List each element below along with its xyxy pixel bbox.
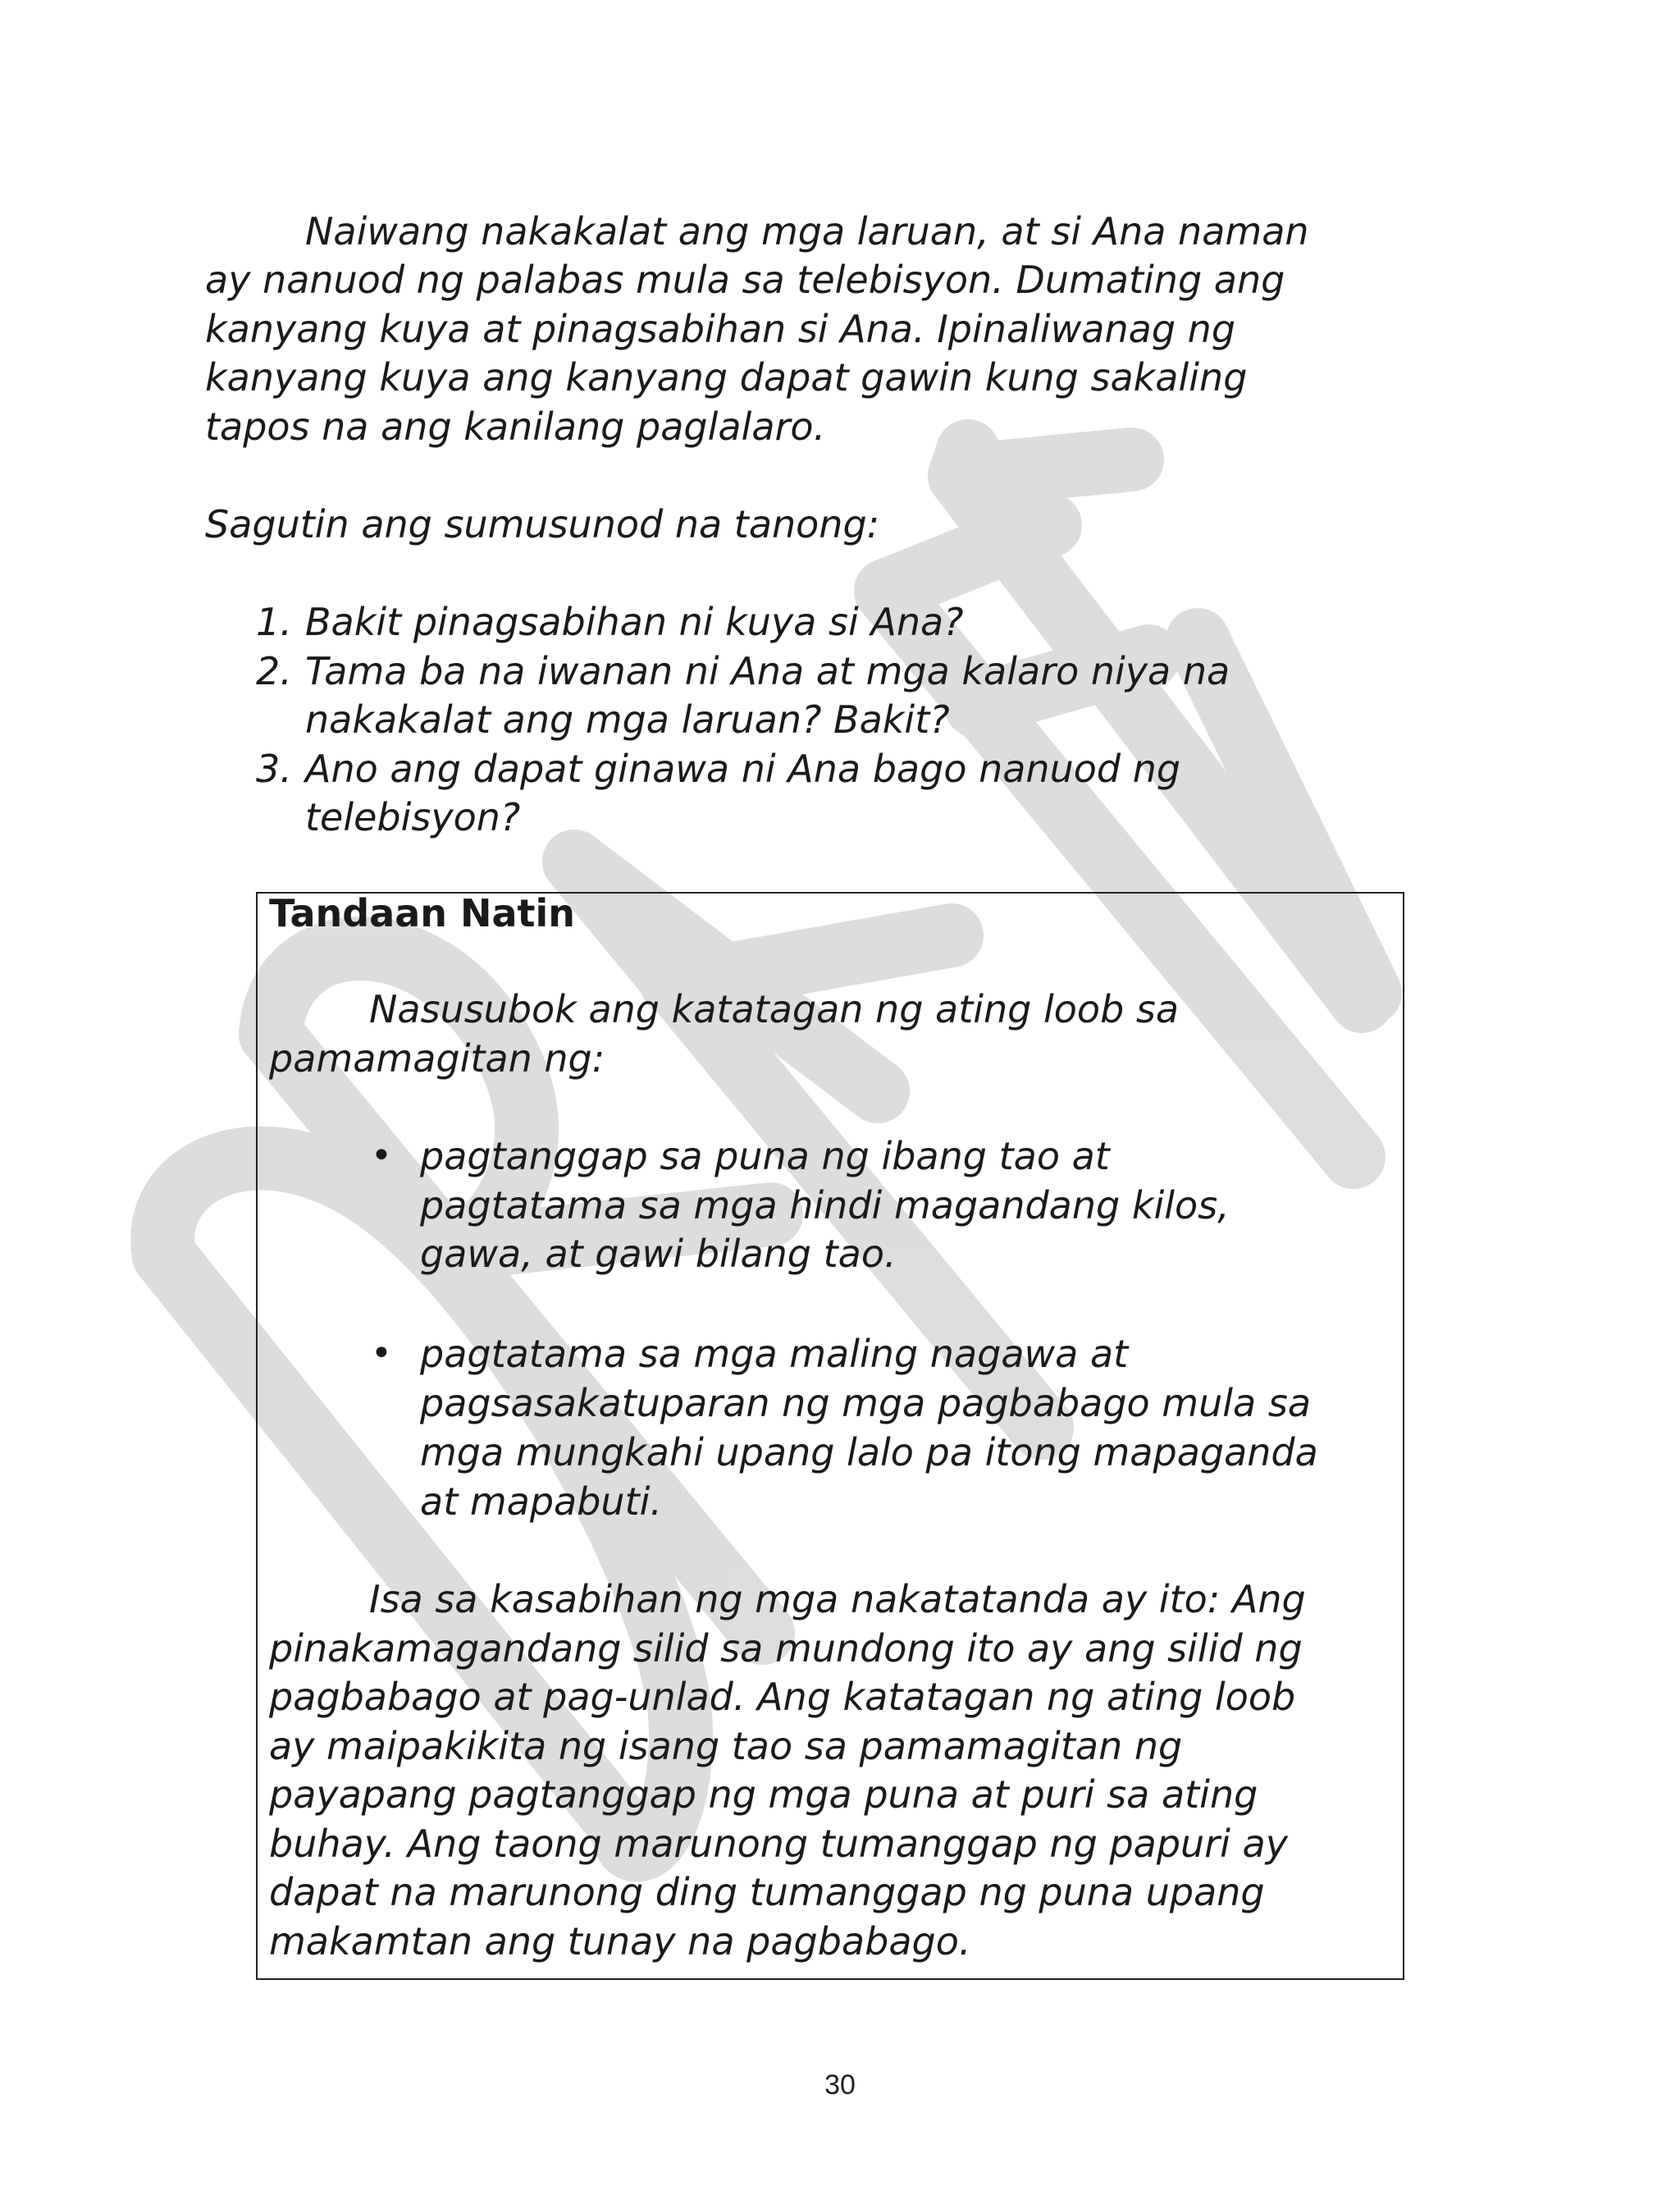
box-closing-line-8: makamtan ang tunay na pagbabago.	[269, 1919, 971, 1964]
bullet-2-line-2: pagsasakatuparan ng mga pagbabago mula sa	[420, 1381, 1312, 1425]
question-1-number: 1.	[256, 600, 292, 644]
box-intro-line-2: pamamagitan ng:	[269, 1036, 605, 1081]
box-closing-line-7: dapat na marunong ding tumanggap ng puna upang	[269, 1870, 1265, 1914]
box-intro-line-1: Nasusubok ang katatagan ng ating loob sa	[369, 987, 1180, 1031]
bullet-1-line-3: gawa, at gawi bilang tao.	[420, 1232, 897, 1276]
question-2-number: 2.	[256, 649, 292, 693]
box-closing-line-1: Isa sa kasabihan ng mga nakatatanda ay ito: Ang	[369, 1577, 1306, 1621]
box-title: Tandaan Natin	[269, 891, 576, 935]
box-closing-line-3: pagbabago at pag-unlad. Ang katatagan ng ating loob	[269, 1675, 1296, 1719]
intro-line-1: Naiwang nakakalat ang mga laruan, at si Ana naman	[305, 209, 1309, 254]
bullet-2-line-1: pagtatama sa mga maling nagawa at	[420, 1332, 1129, 1376]
questions-prompt: Sagutin ang sumusunod na tanong:	[205, 502, 880, 546]
box-closing-line-6: buhay. Ang taong marunong tumanggap ng papuri ay	[269, 1822, 1288, 1866]
question-2-line-2: nakakalat ang mga laruan? Bakit?	[305, 697, 950, 742]
bullet-1-line-2: pagtatama sa mga hindi magandang kilos,	[420, 1183, 1230, 1228]
bullet-dot-2: •	[371, 1333, 392, 1374]
intro-line-4: kanyang kuya ang kanyang dapat gawin kung sakaling	[205, 355, 1248, 400]
page-number: 30	[824, 2069, 856, 2101]
bullet-dot-1: •	[371, 1135, 392, 1177]
box-closing-line-4: ay maipakikita ng isang tao sa pamamagitan ng	[269, 1724, 1183, 1768]
question-3-line-2: telebisyon?	[305, 795, 521, 839]
intro-line-5: tapos na ang kanilang paglalaro.	[205, 405, 826, 449]
intro-line-3: kanyang kuya at pinagsabihan si Ana. Ipinaliwanag ng	[205, 307, 1236, 351]
bullet-2-line-4: at mapabuti.	[420, 1479, 663, 1524]
bullet-1-line-1: pagtanggap sa puna ng ibang tao at	[420, 1134, 1110, 1178]
question-3-number: 3.	[256, 747, 292, 791]
box-closing-line-2: pinakamagandang silid sa mundong ito ay ang silid ng	[269, 1626, 1303, 1671]
bullet-2-line-3: mga mungkahi upang lalo pa itong mapaganda	[420, 1430, 1318, 1474]
question-1-line-1: Bakit pinagsabihan ni kuya si Ana?	[305, 600, 964, 644]
box-closing-line-5: payapang pagtanggap ng mga puna at puri sa ating	[269, 1772, 1258, 1817]
intro-line-2: ay nanuod ng palabas mula sa telebisyon. Dumating ang	[205, 258, 1285, 302]
question-3-line-1: Ano ang dapat ginawa ni Ana bago nanuod ng	[305, 747, 1181, 791]
question-2-line-1: Tama ba na iwanan ni Ana at mga kalaro niya na	[305, 649, 1230, 693]
